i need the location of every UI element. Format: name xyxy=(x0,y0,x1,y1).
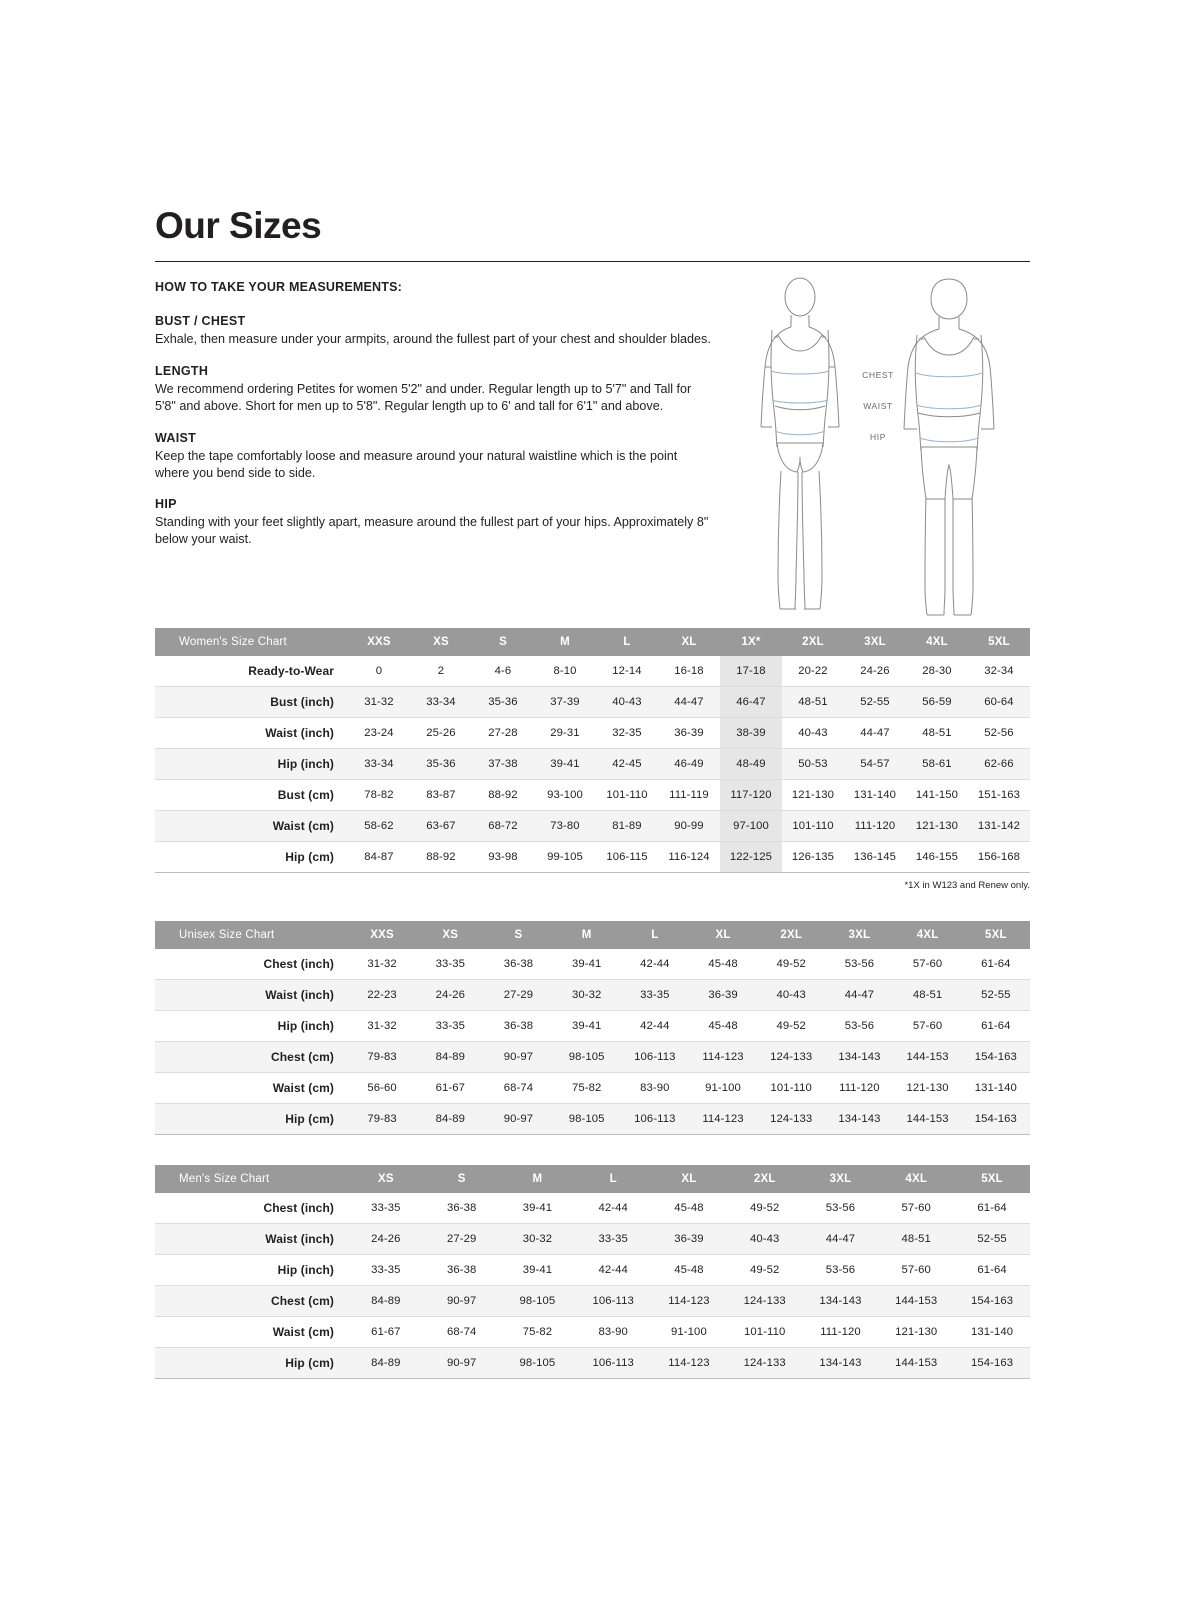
table-cell: 121-130 xyxy=(894,1073,962,1104)
table-cell: 106-113 xyxy=(621,1042,689,1073)
table-row xyxy=(155,949,1030,980)
table-cell: 84-87 xyxy=(348,842,410,873)
row-label: Hip (cm) xyxy=(155,1348,348,1379)
table-cell: 106-113 xyxy=(575,1348,651,1379)
row-label: Hip (cm) xyxy=(155,1104,348,1135)
female-measure-lines xyxy=(771,371,829,435)
size-column-header: M xyxy=(500,1165,576,1193)
table-cell: 63-67 xyxy=(410,811,472,842)
size-column-header: M xyxy=(553,921,621,949)
table-cell: 35-36 xyxy=(410,749,472,780)
table-cell: 98-105 xyxy=(500,1286,576,1317)
table-cell: 42-44 xyxy=(575,1193,651,1224)
table-cell: 84-89 xyxy=(416,1104,484,1135)
table-cell: 52-55 xyxy=(954,1224,1030,1255)
table-cell: 91-100 xyxy=(651,1317,727,1348)
size-column-header: XS xyxy=(416,921,484,949)
size-column-header: M xyxy=(534,628,596,656)
table-cell: 75-82 xyxy=(553,1073,621,1104)
table-cell: 35-36 xyxy=(472,687,534,718)
row-label: Chest (inch) xyxy=(155,1193,348,1224)
size-column-header: S xyxy=(484,921,552,949)
table-cell: 57-60 xyxy=(878,1193,954,1224)
table-cell: 75-82 xyxy=(500,1317,576,1348)
size-chart-title: Men's Size Chart xyxy=(155,1165,348,1193)
table-cell: 27-29 xyxy=(484,980,552,1011)
table-cell: 114-123 xyxy=(651,1286,727,1317)
table-cell: 58-61 xyxy=(906,749,968,780)
table-cell: 33-35 xyxy=(348,1255,424,1286)
table-cell: 141-150 xyxy=(906,780,968,811)
table-cell: 93-98 xyxy=(472,842,534,873)
table-cell: 48-51 xyxy=(894,980,962,1011)
row-label: Waist (inch) xyxy=(155,1224,348,1255)
table-cell: 117-120 xyxy=(720,780,782,811)
size-chart-title: Unisex Size Chart xyxy=(155,921,348,949)
size-column-header: XS xyxy=(348,1165,424,1193)
table-cell: 57-60 xyxy=(878,1255,954,1286)
table-cell: 31-32 xyxy=(348,1011,416,1042)
measurement-body: We recommend ordering Petites for women 5'2" and under. Regular length up to 5'7" and Tall for 5'8" and above. Short for men up to 5'8". Regular length up to 6' and tall for 6'1" and above. xyxy=(155,381,692,413)
table-cell: 111-119 xyxy=(658,780,720,811)
table-header-row xyxy=(155,1165,1030,1193)
table-cell: 114-123 xyxy=(689,1104,757,1135)
table-cell: 32-35 xyxy=(596,718,658,749)
table-cell: 48-51 xyxy=(782,687,844,718)
table-cell: 32-34 xyxy=(968,656,1030,687)
table-cell: 33-34 xyxy=(348,749,410,780)
row-label: Chest (cm) xyxy=(155,1286,348,1317)
size-column-header: S xyxy=(472,628,534,656)
table-cell: 84-89 xyxy=(348,1348,424,1379)
page-title: Our Sizes xyxy=(155,205,322,246)
measurement-section-bust xyxy=(155,314,715,348)
row-label: Hip (inch) xyxy=(155,1011,348,1042)
size-column-header: L xyxy=(621,921,689,949)
table-row xyxy=(155,656,1030,687)
table-cell: 52-55 xyxy=(962,980,1030,1011)
table-row xyxy=(155,1317,1030,1348)
table-cell: 131-142 xyxy=(968,811,1030,842)
table-row xyxy=(155,1286,1030,1317)
table-cell: 45-48 xyxy=(651,1255,727,1286)
table-cell: 39-41 xyxy=(553,949,621,980)
table-cell: 124-133 xyxy=(727,1286,803,1317)
table-cell: 8-10 xyxy=(534,656,596,687)
table-cell: 111-120 xyxy=(844,811,906,842)
table-cell: 101-110 xyxy=(757,1073,825,1104)
table-cell: 136-145 xyxy=(844,842,906,873)
table-cell: 54-57 xyxy=(844,749,906,780)
size-column-header: 2XL xyxy=(727,1165,803,1193)
title-divider xyxy=(155,261,1030,262)
size-chart-title: Women's Size Chart xyxy=(155,628,348,656)
table-cell: 16-18 xyxy=(658,656,720,687)
row-label: Waist (cm) xyxy=(155,1073,348,1104)
measurement-section-hip xyxy=(155,497,715,548)
size-column-header: 2XL xyxy=(757,921,825,949)
table-cell: 88-92 xyxy=(410,842,472,873)
size-chart-table xyxy=(155,921,1030,1135)
table-cell: 17-18 xyxy=(720,656,782,687)
measurement-heading: HIP xyxy=(155,497,177,512)
measurement-heading: LENGTH xyxy=(155,363,209,378)
table-row xyxy=(155,687,1030,718)
table-row xyxy=(155,780,1030,811)
table-cell: 146-155 xyxy=(906,842,968,873)
table-cell: 40-43 xyxy=(757,980,825,1011)
table-cell: 52-55 xyxy=(844,687,906,718)
table-row xyxy=(155,1255,1030,1286)
table-cell: 25-26 xyxy=(410,718,472,749)
table-cell: 106-115 xyxy=(596,842,658,873)
table-cell: 45-48 xyxy=(689,1011,757,1042)
table-cell: 44-47 xyxy=(825,980,893,1011)
table-cell: 22-23 xyxy=(348,980,416,1011)
size-charts xyxy=(155,628,1030,1379)
measurement-body: Standing with your feet slightly apart, measure around the fullest part of your hips. Approximately 8" below your waist. xyxy=(155,515,709,547)
table-row xyxy=(155,1224,1030,1255)
table-cell: 126-135 xyxy=(782,842,844,873)
table-row xyxy=(155,1193,1030,1224)
table-cell: 144-153 xyxy=(894,1042,962,1073)
table-cell: 31-32 xyxy=(348,687,410,718)
table-cell: 40-43 xyxy=(727,1224,803,1255)
table-cell: 39-41 xyxy=(500,1193,576,1224)
row-label: Hip (cm) xyxy=(155,842,348,873)
figure-label-waist: WAIST xyxy=(863,401,893,411)
table-cell: 88-92 xyxy=(472,780,534,811)
size-column-header: 4XL xyxy=(894,921,962,949)
table-cell: 36-38 xyxy=(484,1011,552,1042)
table-cell: 121-130 xyxy=(878,1317,954,1348)
size-chart-table xyxy=(155,1165,1030,1379)
table-cell: 111-120 xyxy=(803,1317,879,1348)
table-cell: 24-26 xyxy=(416,980,484,1011)
row-label: Chest (inch) xyxy=(155,949,348,980)
table-cell: 29-31 xyxy=(534,718,596,749)
table-cell: 36-38 xyxy=(484,949,552,980)
size-column-header: XL xyxy=(651,1165,727,1193)
size-column-header: S xyxy=(424,1165,500,1193)
table-cell: 151-163 xyxy=(968,780,1030,811)
table-cell: 48-51 xyxy=(906,718,968,749)
table-row xyxy=(155,1042,1030,1073)
table-cell: 46-49 xyxy=(658,749,720,780)
size-column-header: 3XL xyxy=(825,921,893,949)
table-cell: 40-43 xyxy=(596,687,658,718)
table-cell: 134-143 xyxy=(825,1104,893,1135)
measurement-section-length xyxy=(155,364,715,415)
table-cell: 99-105 xyxy=(534,842,596,873)
table-cell: 131-140 xyxy=(962,1073,1030,1104)
row-label: Bust (inch) xyxy=(155,687,348,718)
table-cell: 144-153 xyxy=(878,1286,954,1317)
figure-label-hip: HIP xyxy=(870,432,886,442)
table-row xyxy=(155,1348,1030,1379)
table-cell: 53-56 xyxy=(803,1255,879,1286)
row-label: Waist (inch) xyxy=(155,980,348,1011)
table-cell: 90-97 xyxy=(424,1286,500,1317)
row-label: Waist (inch) xyxy=(155,718,348,749)
body-measurement-figures xyxy=(745,275,1035,635)
table-cell: 39-41 xyxy=(553,1011,621,1042)
table-cell: 122-125 xyxy=(720,842,782,873)
table-cell: 81-89 xyxy=(596,811,658,842)
table-cell: 24-26 xyxy=(844,656,906,687)
table-cell: 124-133 xyxy=(727,1348,803,1379)
table-cell: 134-143 xyxy=(825,1042,893,1073)
table-cell: 39-41 xyxy=(500,1255,576,1286)
measurement-body: Keep the tape comfortably loose and measure around your natural waistline which is the point where you bend side to side. xyxy=(155,448,678,480)
table-cell: 42-45 xyxy=(596,749,658,780)
table-cell: 53-56 xyxy=(825,1011,893,1042)
size-column-header: 1X* xyxy=(720,628,782,656)
size-column-header: L xyxy=(575,1165,651,1193)
table-cell: 154-163 xyxy=(954,1286,1030,1317)
table-cell: 42-44 xyxy=(621,949,689,980)
table-cell: 79-83 xyxy=(348,1042,416,1073)
table-cell: 4-6 xyxy=(472,656,534,687)
table-cell: 106-113 xyxy=(621,1104,689,1135)
size-column-header: 5XL xyxy=(962,921,1030,949)
table-cell: 30-32 xyxy=(553,980,621,1011)
table-row xyxy=(155,1011,1030,1042)
table-cell: 68-74 xyxy=(484,1073,552,1104)
table-cell: 144-153 xyxy=(878,1348,954,1379)
size-column-header: XS xyxy=(410,628,472,656)
row-label: Waist (cm) xyxy=(155,811,348,842)
table-cell: 20-22 xyxy=(782,656,844,687)
table-cell: 61-64 xyxy=(962,949,1030,980)
table-cell: 156-168 xyxy=(968,842,1030,873)
table-cell: 46-47 xyxy=(720,687,782,718)
row-label: Hip (inch) xyxy=(155,1255,348,1286)
table-cell: 36-39 xyxy=(658,718,720,749)
table-cell: 90-97 xyxy=(484,1104,552,1135)
table-cell: 78-82 xyxy=(348,780,410,811)
measurement-heading: BUST / CHEST xyxy=(155,314,246,328)
table-cell: 53-56 xyxy=(803,1193,879,1224)
table-cell: 83-90 xyxy=(621,1073,689,1104)
size-column-header: XXS xyxy=(348,628,410,656)
size-column-header: 4XL xyxy=(906,628,968,656)
table-cell: 154-163 xyxy=(954,1348,1030,1379)
table-cell: 33-35 xyxy=(621,980,689,1011)
size-column-header: 2XL xyxy=(782,628,844,656)
table-cell: 106-113 xyxy=(575,1286,651,1317)
table-cell: 101-110 xyxy=(727,1317,803,1348)
table-cell: 33-35 xyxy=(348,1193,424,1224)
table-cell: 44-47 xyxy=(803,1224,879,1255)
table-cell: 36-38 xyxy=(424,1193,500,1224)
table-cell: 121-130 xyxy=(906,811,968,842)
table-cell: 53-56 xyxy=(825,949,893,980)
table-row xyxy=(155,1104,1030,1135)
table-row xyxy=(155,718,1030,749)
table-cell: 33-34 xyxy=(410,687,472,718)
table-cell: 98-105 xyxy=(553,1042,621,1073)
table-cell: 33-35 xyxy=(416,1011,484,1042)
table-cell: 101-110 xyxy=(596,780,658,811)
size-chart-table-wrapper xyxy=(155,628,1030,891)
table-row xyxy=(155,811,1030,842)
table-cell: 93-100 xyxy=(534,780,596,811)
table-cell: 49-52 xyxy=(757,1011,825,1042)
table-cell: 98-105 xyxy=(553,1104,621,1135)
size-column-header: XXS xyxy=(348,921,416,949)
table-cell: 38-39 xyxy=(720,718,782,749)
table-cell: 62-66 xyxy=(968,749,1030,780)
table-cell: 36-39 xyxy=(689,980,757,1011)
row-label: Chest (cm) xyxy=(155,1042,348,1073)
table-cell: 56-59 xyxy=(906,687,968,718)
female-figure xyxy=(761,278,839,609)
table-cell: 114-123 xyxy=(651,1348,727,1379)
table-cell: 42-44 xyxy=(621,1011,689,1042)
table-cell: 33-35 xyxy=(575,1224,651,1255)
row-label: Waist (cm) xyxy=(155,1317,348,1348)
table-cell: 60-64 xyxy=(968,687,1030,718)
table-header-row xyxy=(155,921,1030,949)
table-cell: 68-74 xyxy=(424,1317,500,1348)
table-cell: 36-39 xyxy=(651,1224,727,1255)
table-cell: 36-38 xyxy=(424,1255,500,1286)
table-cell: 121-130 xyxy=(782,780,844,811)
table-cell: 48-51 xyxy=(878,1224,954,1255)
table-cell: 44-47 xyxy=(658,687,720,718)
size-column-header: 4XL xyxy=(878,1165,954,1193)
row-label: Bust (cm) xyxy=(155,780,348,811)
table-cell: 42-44 xyxy=(575,1255,651,1286)
table-cell: 61-64 xyxy=(962,1011,1030,1042)
table-cell: 2 xyxy=(410,656,472,687)
table-cell: 84-89 xyxy=(348,1286,424,1317)
table-cell: 101-110 xyxy=(782,811,844,842)
table-cell: 90-99 xyxy=(658,811,720,842)
table-row xyxy=(155,980,1030,1011)
table-row xyxy=(155,1073,1030,1104)
table-cell: 68-72 xyxy=(472,811,534,842)
male-measure-lines xyxy=(916,373,982,442)
table-cell: 37-38 xyxy=(472,749,534,780)
size-column-header: L xyxy=(596,628,658,656)
table-cell: 90-97 xyxy=(484,1042,552,1073)
table-cell: 79-83 xyxy=(348,1104,416,1135)
table-cell: 124-133 xyxy=(757,1042,825,1073)
table-cell: 83-87 xyxy=(410,780,472,811)
table-cell: 61-67 xyxy=(348,1317,424,1348)
table-cell: 27-28 xyxy=(472,718,534,749)
table-cell: 39-41 xyxy=(534,749,596,780)
table-cell: 30-32 xyxy=(500,1224,576,1255)
table-cell: 73-80 xyxy=(534,811,596,842)
size-column-header: 5XL xyxy=(968,628,1030,656)
size-column-header: 3XL xyxy=(844,628,906,656)
size-column-header: XL xyxy=(689,921,757,949)
table-cell: 45-48 xyxy=(689,949,757,980)
table-cell: 23-24 xyxy=(348,718,410,749)
table-cell: 31-32 xyxy=(348,949,416,980)
table-cell: 61-67 xyxy=(416,1073,484,1104)
size-chart-footnote: *1X in W123 and Renew only. xyxy=(904,880,1030,892)
male-figure xyxy=(904,279,994,615)
size-chart-table xyxy=(155,628,1030,873)
table-cell: 61-64 xyxy=(954,1255,1030,1286)
table-cell: 12-14 xyxy=(596,656,658,687)
table-cell: 124-133 xyxy=(757,1104,825,1135)
size-chart-table-wrapper xyxy=(155,1165,1030,1379)
table-cell: 37-39 xyxy=(534,687,596,718)
table-cell: 56-60 xyxy=(348,1073,416,1104)
size-column-header: XL xyxy=(658,628,720,656)
measurement-section-waist xyxy=(155,431,715,482)
size-chart-table-wrapper xyxy=(155,921,1030,1135)
table-cell: 57-60 xyxy=(894,949,962,980)
table-cell: 50-53 xyxy=(782,749,844,780)
table-row xyxy=(155,842,1030,873)
table-cell: 28-30 xyxy=(906,656,968,687)
table-cell: 114-123 xyxy=(689,1042,757,1073)
table-cell: 58-62 xyxy=(348,811,410,842)
table-cell: 116-124 xyxy=(658,842,720,873)
figure-label-chest: CHEST xyxy=(862,370,894,380)
table-cell: 61-64 xyxy=(954,1193,1030,1224)
table-cell: 83-90 xyxy=(575,1317,651,1348)
table-cell: 144-153 xyxy=(894,1104,962,1135)
table-cell: 49-52 xyxy=(727,1193,803,1224)
table-row xyxy=(155,749,1030,780)
table-cell: 49-52 xyxy=(727,1255,803,1286)
size-column-header: 3XL xyxy=(803,1165,879,1193)
table-cell: 48-49 xyxy=(720,749,782,780)
table-cell: 84-89 xyxy=(416,1042,484,1073)
table-cell: 57-60 xyxy=(894,1011,962,1042)
measurement-heading: WAIST xyxy=(155,430,197,445)
table-cell: 90-97 xyxy=(424,1348,500,1379)
table-cell: 111-120 xyxy=(825,1073,893,1104)
table-cell: 44-47 xyxy=(844,718,906,749)
table-cell: 131-140 xyxy=(844,780,906,811)
table-cell: 97-100 xyxy=(720,811,782,842)
table-cell: 154-163 xyxy=(962,1104,1030,1135)
table-cell: 0 xyxy=(348,656,410,687)
table-cell: 134-143 xyxy=(803,1348,879,1379)
table-cell: 98-105 xyxy=(500,1348,576,1379)
table-cell: 91-100 xyxy=(689,1073,757,1104)
table-cell: 27-29 xyxy=(424,1224,500,1255)
row-label: Hip (inch) xyxy=(155,749,348,780)
table-cell: 24-26 xyxy=(348,1224,424,1255)
measurement-body: Exhale, then measure under your armpits, around the fullest part of your chest and shoulder blades. xyxy=(155,332,711,346)
table-cell: 45-48 xyxy=(651,1193,727,1224)
table-cell: 134-143 xyxy=(803,1286,879,1317)
figure-labels xyxy=(853,370,903,463)
table-cell: 33-35 xyxy=(416,949,484,980)
table-cell: 52-56 xyxy=(968,718,1030,749)
row-label: Ready-to-Wear xyxy=(155,656,348,687)
table-cell: 49-52 xyxy=(757,949,825,980)
howto-heading: HOW TO TAKE YOUR MEASUREMENTS: xyxy=(155,280,402,294)
table-cell: 154-163 xyxy=(962,1042,1030,1073)
table-cell: 40-43 xyxy=(782,718,844,749)
size-column-header: 5XL xyxy=(954,1165,1030,1193)
table-cell: 131-140 xyxy=(954,1317,1030,1348)
